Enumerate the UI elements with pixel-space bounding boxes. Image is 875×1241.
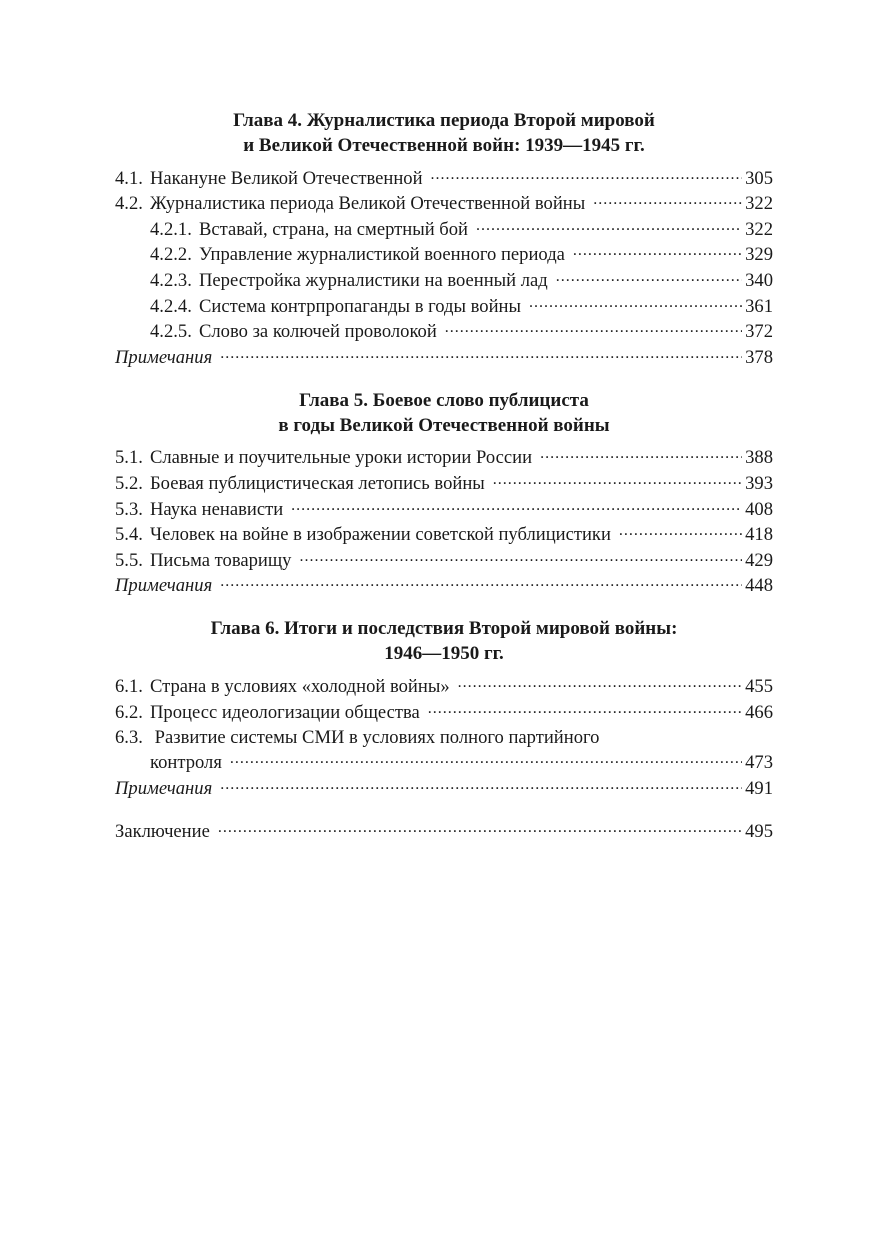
entry-label: Журналистика периода Великой Отечественной войны bbox=[150, 193, 586, 215]
entry-label: Письма товарищу bbox=[150, 549, 292, 571]
entry-number: 4.2.3. bbox=[150, 269, 192, 291]
entry-page: 322 bbox=[745, 218, 773, 240]
toc-entry[interactable] bbox=[115, 191, 773, 217]
chapter-title-line: 1946—1950 гг. bbox=[384, 643, 504, 665]
entry-number: 4.2.1. bbox=[150, 218, 192, 240]
entry-label: Накануне Великой Отечественной bbox=[150, 167, 423, 189]
entry-page: 491 bbox=[745, 777, 773, 799]
leader-dots bbox=[428, 699, 742, 718]
table-of-contents bbox=[115, 108, 773, 844]
chapter-title bbox=[115, 616, 773, 666]
toc-subentry[interactable] bbox=[115, 267, 773, 293]
toc-entry[interactable] bbox=[115, 470, 773, 496]
entry-number: 6.1. bbox=[115, 675, 143, 697]
chapter-4 bbox=[115, 108, 773, 370]
entry-label: Система контрпропаганды в годы войны bbox=[199, 295, 521, 317]
entry-label: Боевая публицистическая летопись войны bbox=[150, 472, 485, 494]
entry-number: 4.2.2. bbox=[150, 244, 192, 266]
toc-entry[interactable] bbox=[115, 165, 773, 191]
entry-label-continuation: контроля bbox=[150, 752, 222, 774]
entry-page: 378 bbox=[745, 346, 773, 368]
leader-dots bbox=[540, 445, 742, 464]
entry-page: 418 bbox=[745, 524, 773, 546]
entry-label: Примечания bbox=[115, 575, 213, 597]
entry-label: Развитие системы СМИ в условиях полного партийного bbox=[154, 726, 600, 748]
leader-dots bbox=[220, 775, 742, 794]
entry-page: 372 bbox=[745, 321, 773, 343]
toc-entry[interactable] bbox=[115, 522, 773, 548]
leader-dots bbox=[573, 242, 742, 261]
entry-label: Слово за колючей проволокой bbox=[199, 321, 437, 343]
chapter-title-line: в годы Великой Отечественной войны bbox=[278, 414, 610, 436]
entry-number: 6.3. bbox=[115, 726, 143, 748]
entry-page: 388 bbox=[745, 447, 773, 469]
toc-entry[interactable] bbox=[115, 725, 773, 750]
entry-label: Вставай, страна, на смертный бой bbox=[199, 218, 469, 240]
entry-page: 322 bbox=[745, 193, 773, 215]
entry-number: 5.2. bbox=[115, 472, 143, 494]
leader-dots bbox=[220, 344, 742, 363]
leader-dots bbox=[299, 547, 742, 566]
entry-page: 473 bbox=[745, 752, 773, 774]
toc-entry[interactable] bbox=[115, 445, 773, 471]
leader-dots bbox=[230, 750, 742, 769]
entry-label: Человек на войне в изображении советской публицистики bbox=[150, 524, 611, 546]
chapter-title-line: Глава 5. Боевое слово публициста bbox=[299, 389, 589, 411]
entry-number: 4.2. bbox=[115, 193, 143, 215]
leader-dots bbox=[556, 267, 742, 286]
toc-entry[interactable] bbox=[115, 547, 773, 573]
toc-notes-entry[interactable] bbox=[115, 344, 773, 370]
toc-notes-entry[interactable] bbox=[115, 573, 773, 599]
chapter-title bbox=[115, 388, 773, 438]
leader-dots bbox=[458, 673, 742, 692]
entry-label: Наука ненависти bbox=[150, 498, 284, 520]
chapter-title-line: Глава 4. Журналистика периода Второй мировой bbox=[233, 110, 655, 131]
entry-number: 4.2.5. bbox=[150, 321, 192, 343]
entry-number: 6.2. bbox=[115, 701, 143, 723]
entry-number: 5.4. bbox=[115, 524, 143, 546]
entry-page: 466 bbox=[745, 701, 773, 723]
leader-dots bbox=[529, 293, 742, 312]
entry-page: 305 bbox=[745, 167, 773, 189]
entry-page: 340 bbox=[745, 269, 773, 291]
entry-label: Примечания bbox=[115, 777, 213, 799]
leader-dots bbox=[445, 319, 742, 338]
leader-dots bbox=[476, 216, 742, 235]
leader-dots bbox=[218, 819, 742, 838]
chapter-5 bbox=[115, 388, 773, 599]
entry-number: 4.1. bbox=[115, 167, 143, 189]
toc-entry-continuation[interactable] bbox=[115, 750, 773, 776]
leader-dots bbox=[619, 522, 742, 541]
chapter-title-line: и Великой Отечественной войн: 1939—1945 гг. bbox=[243, 135, 645, 156]
entry-label: Примечания bbox=[115, 346, 213, 368]
leader-dots bbox=[431, 165, 743, 184]
toc-subentry[interactable] bbox=[115, 242, 773, 268]
leader-dots bbox=[291, 496, 742, 515]
chapter-title bbox=[115, 108, 773, 158]
chapter-6 bbox=[115, 616, 773, 800]
toc-conclusion-entry[interactable] bbox=[115, 819, 773, 845]
entry-page: 329 bbox=[745, 244, 773, 266]
chapter-title-line: Глава 6. Итоги и последствия Второй мировой войны: bbox=[210, 618, 678, 640]
toc-entry[interactable] bbox=[115, 673, 773, 699]
toc-subentry[interactable] bbox=[115, 319, 773, 345]
entry-page: 393 bbox=[745, 472, 773, 494]
toc-notes-entry[interactable] bbox=[115, 775, 773, 801]
entry-number: 5.3. bbox=[115, 498, 143, 520]
entry-page: 361 bbox=[745, 295, 773, 317]
entry-label: Перестройка журналистики на военный лад bbox=[199, 269, 548, 291]
entry-label: Славные и поучительные уроки истории России bbox=[150, 447, 533, 469]
toc-subentry[interactable] bbox=[115, 216, 773, 242]
entry-label: Управление журналистикой военного периода bbox=[199, 244, 565, 266]
entry-page: 495 bbox=[745, 821, 773, 843]
entry-label: Страна в условиях «холодной войны» bbox=[150, 675, 450, 697]
entry-number: 4.2.4. bbox=[150, 295, 192, 317]
leader-dots bbox=[493, 470, 742, 489]
toc-entry[interactable] bbox=[115, 699, 773, 725]
leader-dots bbox=[593, 191, 742, 210]
entry-page: 448 bbox=[745, 575, 773, 597]
toc-entry[interactable] bbox=[115, 496, 773, 522]
entry-page: 455 bbox=[745, 675, 773, 697]
entry-label: Процесс идеологизации общества bbox=[150, 701, 420, 723]
leader-dots bbox=[220, 573, 742, 592]
entry-number: 5.1. bbox=[115, 447, 143, 469]
toc-subentry[interactable] bbox=[115, 293, 773, 319]
entry-label: Заключение bbox=[115, 821, 210, 843]
entry-number: 5.5. bbox=[115, 549, 143, 571]
entry-page: 408 bbox=[745, 498, 773, 520]
entry-page: 429 bbox=[745, 549, 773, 571]
